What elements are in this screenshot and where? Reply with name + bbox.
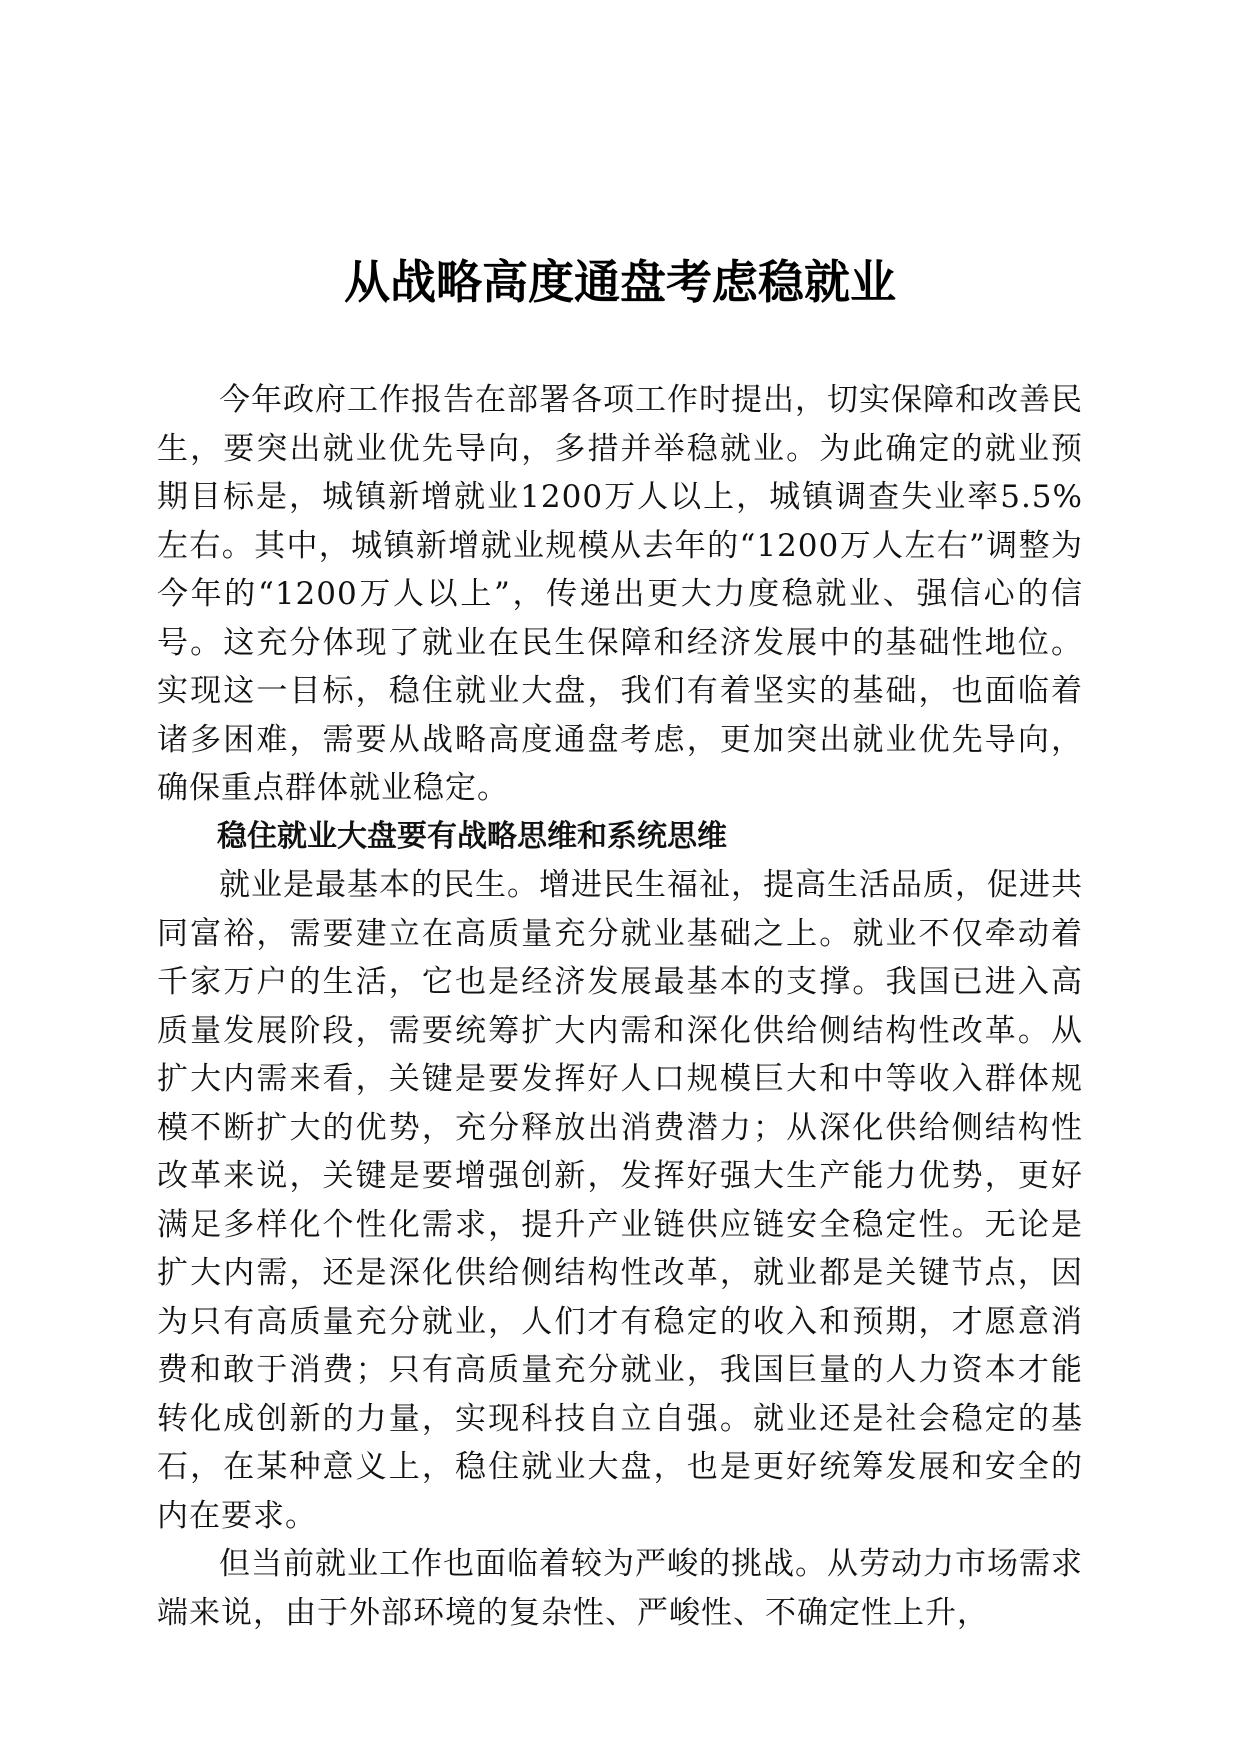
document-title: 从战略高度通盘考虑稳就业 [344,255,896,309]
section-heading: 稳住就业大盘要有战略思维和系统思维 [217,818,727,854]
body-paragraph: 但当前就业工作也面临着较为严峻的挑战。从劳动力市场需求端来说，由于外部环境的复杂性、严峻性、不确定性上升， [157,1546,1083,1631]
intro-paragraph: 今年政府工作报告在部署各项工作时提出，切实保障和改善民生，要突出就业优先导向，多措并举稳就业。为此确定的就业预期目标是，城镇新增就业1200万人以上，城镇调查失业率5.5%左右。其中，城镇新增就业规模从去年的“1200万人左右”调整为今年的“1200万人以上”，传递出更大力度稳就业、强信心的信号。这充分体现了就业在民生保障和经济发展中的基础性地位。实现这一目标，稳住就业大盘，我们有着坚实的基础，也面临着诸多困难，需要从战略高度通盘考虑，更加突出就业优先导向，确保重点群体就业稳定。 [157,382,1083,806]
document-body [157,376,1083,1637]
body-paragraph: 就业是最基本的民生。增进民生福祉，提高生活品质，促进共同富裕，需要建立在高质量充分就业基础之上。就业不仅牵动着千家万户的生活，它也是经济发展最基本的支撑。我国已进入高质量发展阶段，需要统筹扩大内需和深化供给侧结构性改革。从扩大内需来看，关键是要发挥好人口规模巨大和中等收入群体规模不断扩大的优势，充分释放出消费潜力；从深化供给侧结构性改革来说，关键是要增强创新，发挥好强大生产能力优势，更好满足多样化个性化需求，提升产业链供应链安全稳定性。无论是扩大内需，还是深化供给侧结构性改革，就业都是关键节点，因为只有高质量充分就业，人们才有稳定的收入和预期，才愿意消费和敢于消费；只有高质量充分就业，我国巨量的人力资本才能转化成创新的力量，实现科技自立自强。就业还是社会稳定的基石，在某种意义上，稳住就业大盘，也是更好统筹发展和安全的内在要求。 [157,867,1083,1534]
